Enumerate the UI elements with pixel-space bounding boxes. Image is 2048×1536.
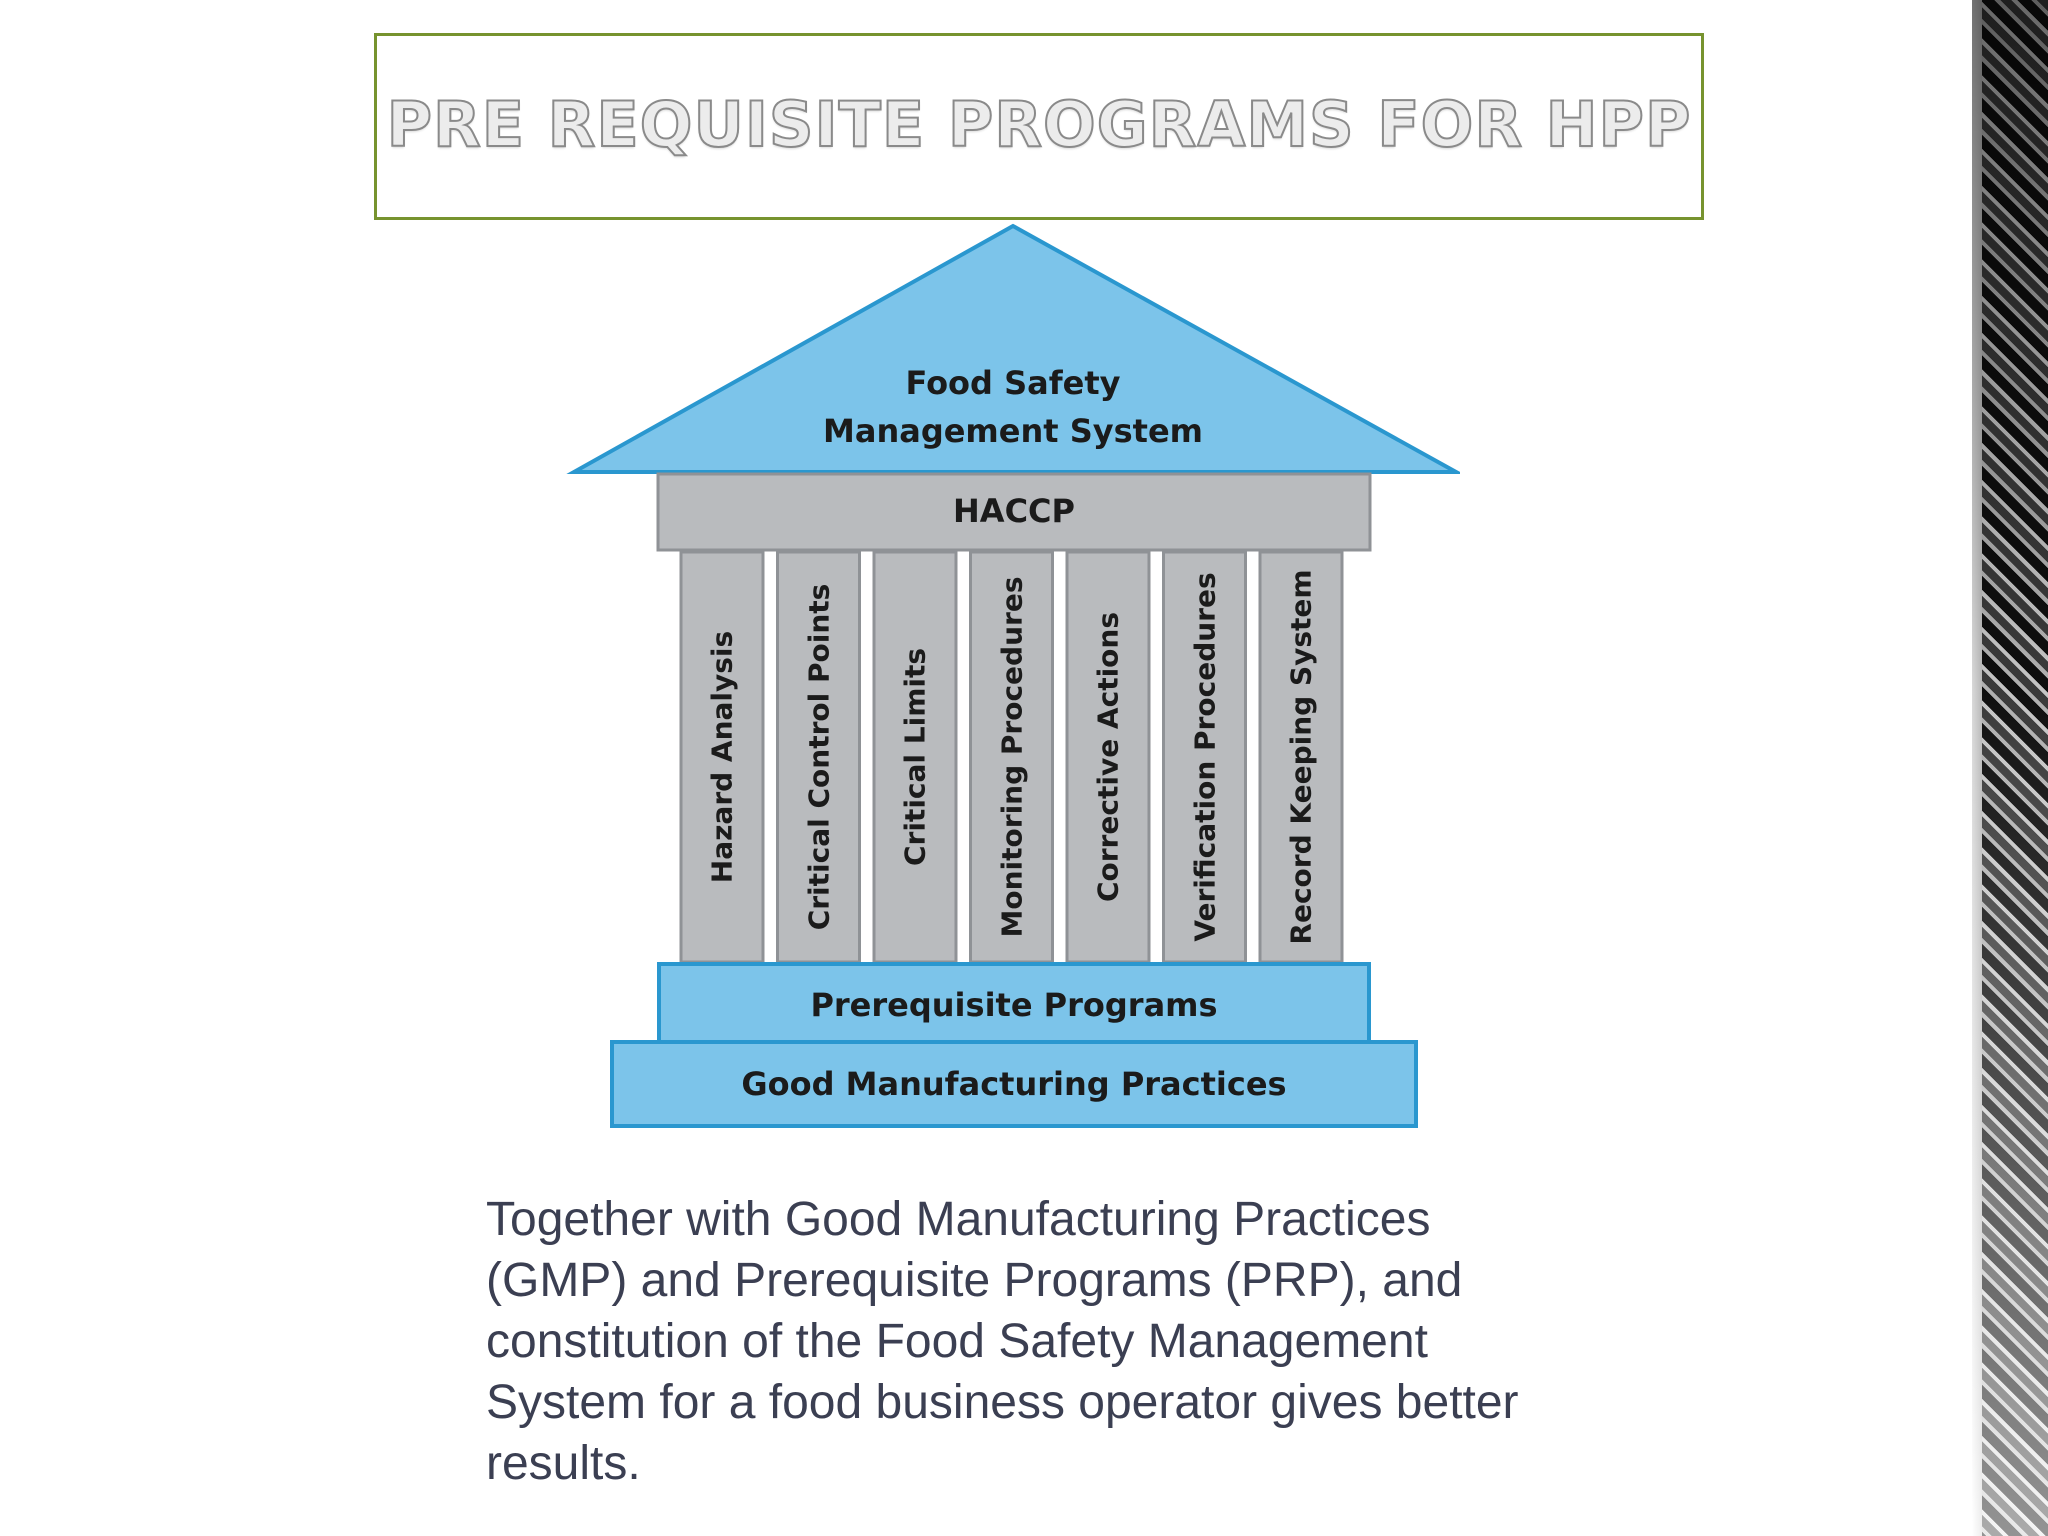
- roof-label-line1: Food Safety: [905, 364, 1121, 402]
- title-box: [374, 33, 1704, 220]
- page-title: PRE REQUISITE PROGRAMS FOR HPP: [386, 88, 1692, 161]
- roof-label-line2: Management System: [823, 412, 1203, 450]
- body-paragraph: Together with Good Manufacturing Practices (GMP) and Prerequisite Programs (PRP), and constitution of the Food Safety Management System for a food business operator gives better results.: [486, 1193, 1519, 1490]
- gmp-label: Good Manufacturing Practices: [741, 1065, 1287, 1103]
- pillar-label-7: Record Keeping System: [1284, 569, 1318, 945]
- pillar-label-5: Corrective Actions: [1091, 611, 1125, 903]
- pillar-label-4: Monitoring Procedures: [995, 576, 1028, 938]
- pillar-label-2: Critical Control Points: [802, 583, 835, 931]
- decorative-side-strip: [1972, 0, 2048, 1536]
- pillar-label-1: Hazard Analysis: [705, 630, 739, 884]
- pillar-label-3: Critical Limits: [898, 647, 932, 867]
- pillar-label-6: Verification Procedures: [1188, 572, 1221, 942]
- haccp-house-diagram: [560, 222, 1460, 1142]
- prerequisite-programs-label: Prerequisite Programs: [810, 986, 1218, 1024]
- haccp-label: HACCP: [953, 492, 1075, 530]
